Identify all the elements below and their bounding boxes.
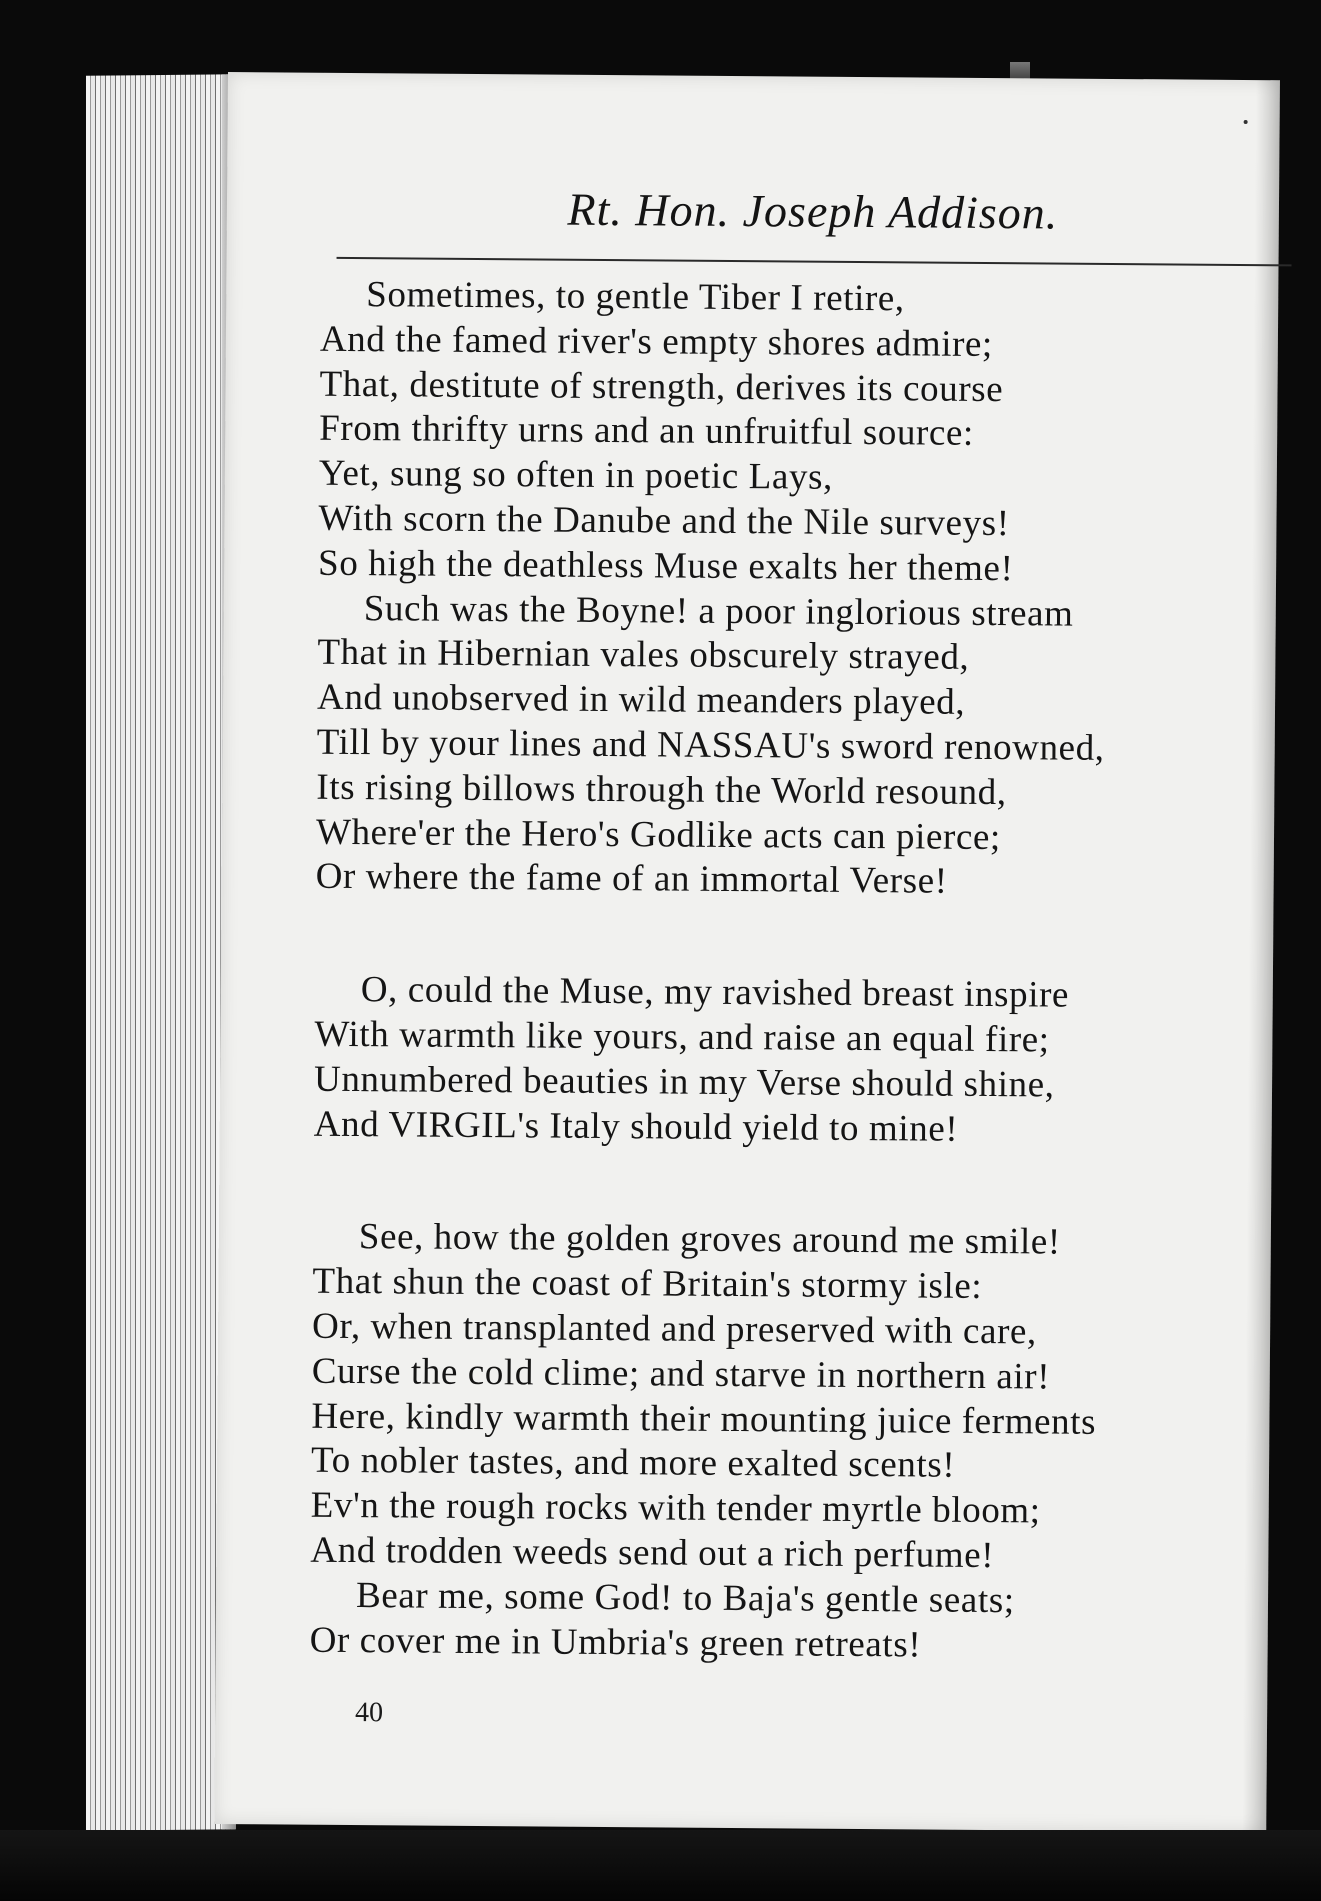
poem-line: Here, kindly warmth their mounting juice ferments xyxy=(311,1395,1097,1443)
poem-line: From thrifty urns and an unfruitful source: xyxy=(319,408,975,455)
poem-line: And unobserved in wild meanders played, xyxy=(316,676,966,723)
poem-line: And the famed river's empty shores admire; xyxy=(319,318,994,365)
book-page-edges xyxy=(86,74,236,1831)
poem-line: And VIRGIL's Italy should yield to mine! xyxy=(313,1103,959,1150)
poem-line: With scorn the Danube and the Nile surveys! xyxy=(318,497,1010,545)
running-header xyxy=(227,180,1279,241)
poem-line: That in Hibernian vales obscurely strayed, xyxy=(317,632,970,679)
poem-line: Curse the cold clime; and starve in northern air! xyxy=(311,1350,1051,1398)
poem-line: That shun the coast of Britain's stormy isle: xyxy=(312,1260,983,1308)
stanza-break xyxy=(219,1146,1272,1222)
poem-line: Where'er the Hero's Godlike acts can pierce; xyxy=(315,811,1002,858)
header-title: Rt. Hon. Joseph Addison. xyxy=(567,183,1059,239)
scan-bottom-edge xyxy=(0,1830,1321,1901)
book-page xyxy=(214,72,1280,1832)
poem-line: See, how the golden groves around me smile! xyxy=(358,1216,1061,1263)
poem-line: Its rising billows through the World resound, xyxy=(316,766,1007,813)
poem-line: Ev'n the rough rocks with tender myrtle bloom; xyxy=(310,1484,1041,1532)
poem-line: So high the deathless Muse exalts her theme! xyxy=(317,542,1014,589)
poem-line: Till by your lines and NASSAU's sword renowned, xyxy=(316,721,1105,769)
poem-body xyxy=(216,272,1279,1671)
poem-line: Bear me, some God! to Baja's gentle seats; xyxy=(355,1574,1015,1621)
header-speck xyxy=(1244,120,1248,124)
poem-line: O, could the Muse, my ravished breast inspire xyxy=(360,969,1070,1016)
poem-line: Unnumbered beauties in my Verse should shine, xyxy=(313,1058,1055,1106)
poem-line: With warmth like yours, and raise an equal fire; xyxy=(314,1013,1050,1061)
stanza-break xyxy=(221,899,1274,975)
poem-line: Sometimes, to gentle Tiber I retire, xyxy=(366,274,905,320)
header-rule xyxy=(337,257,1292,267)
poem-line: Or cover me in Umbria's green retreats! xyxy=(309,1619,922,1666)
poem-line: To nobler tastes, and more exalted scents! xyxy=(310,1440,956,1487)
poem-line: Or, when transplanted and preserved with care, xyxy=(311,1305,1038,1353)
poem-line: Yet, sung so often in poetic Lays, xyxy=(318,452,834,498)
poem-line: And trodden weeds send out a rich perfume! xyxy=(310,1529,995,1576)
poem-line: Or where the fame of an immortal Verse! xyxy=(315,856,948,903)
poem-line: Such was the Boyne! a poor inglorious stream xyxy=(363,587,1074,635)
page-number: 40 xyxy=(354,1697,384,1729)
poem-line: That, destitute of strength, derives its course xyxy=(319,363,1004,410)
